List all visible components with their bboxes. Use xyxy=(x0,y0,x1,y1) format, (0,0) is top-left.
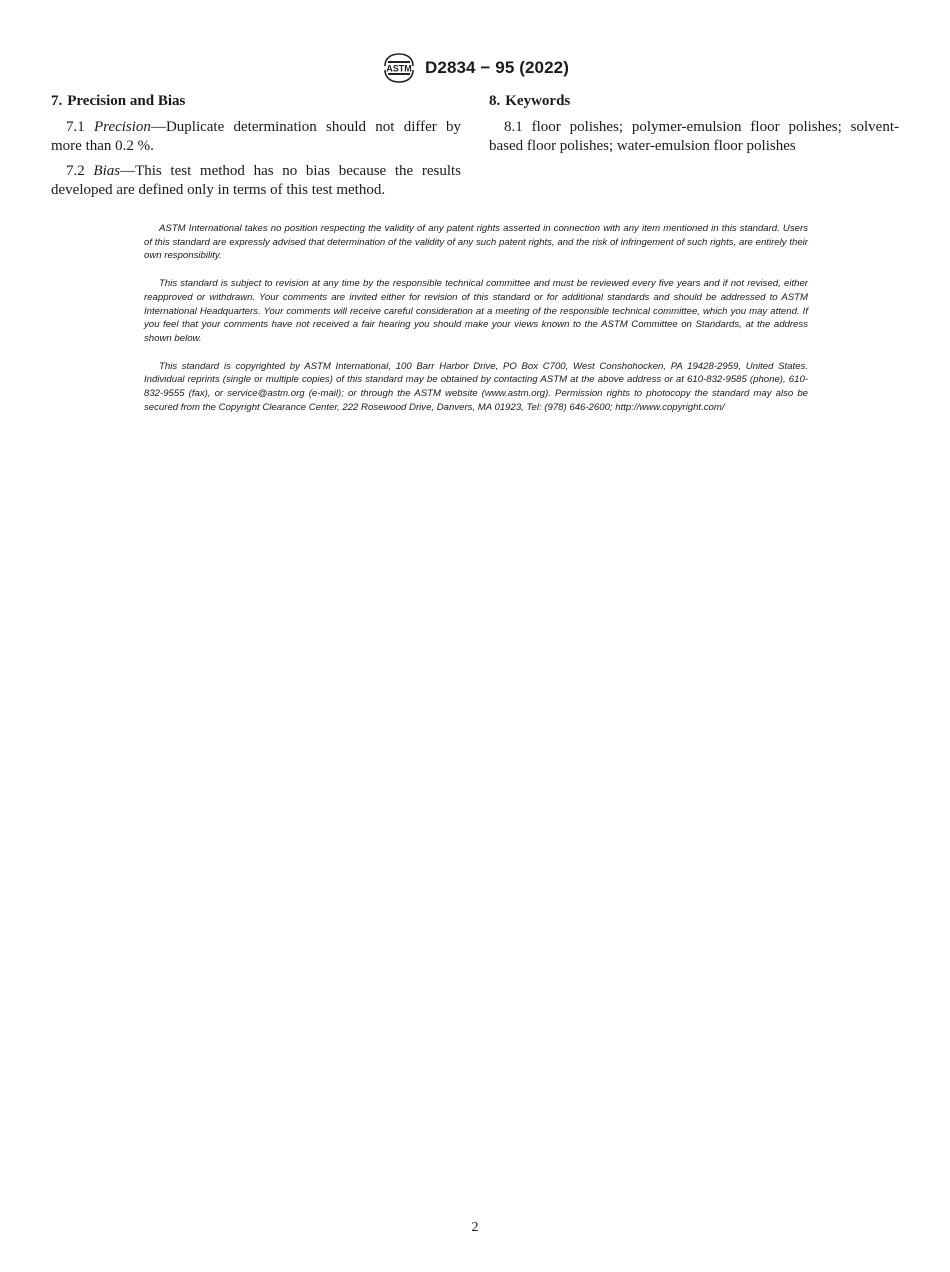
paragraph-number: 7.1 xyxy=(66,119,85,135)
paragraph-8-1 xyxy=(489,118,899,156)
section-number: 8. xyxy=(489,93,501,109)
paragraph-7-1 xyxy=(51,118,461,156)
paragraph-number: 8.1 xyxy=(504,119,523,135)
section-heading-keywords xyxy=(489,92,899,111)
patent-notice: ASTM International takes no position respecting the validity of any patent rights asserted in connection with any item mentioned in this standard. Users of this standard are expressly advised that determination of the validity of any such patent rights, and the risk of infringement of such rights, are entirely their own responsibility. xyxy=(144,223,808,262)
paragraph-text: floor polishes; polymer-emulsion floor polishes; solvent-based floor polishes; water-emulsion floor polishes xyxy=(489,119,899,154)
section-number: 7. xyxy=(51,93,63,109)
paragraph-term: Precision xyxy=(94,119,151,135)
left-column xyxy=(51,92,461,206)
paragraph-text: —Duplicate determination should not differ by more than 0.2 %. xyxy=(51,119,462,154)
legal-notices xyxy=(144,222,808,428)
astm-logo-icon xyxy=(381,52,417,84)
paragraph-text: —This test method has no bias because the results developed are defined only in terms of this test method. xyxy=(51,163,462,198)
section-heading-precision xyxy=(51,92,461,111)
right-column xyxy=(489,92,899,162)
svg-text:ASTM: ASTM xyxy=(386,63,412,74)
section-title: Precision and Bias xyxy=(67,93,186,109)
paragraph-7-2 xyxy=(51,162,461,200)
page-header xyxy=(0,52,950,89)
section-title: Keywords xyxy=(505,93,571,109)
paragraph-term: Bias xyxy=(93,163,121,179)
revision-notice: This standard is subject to revision at any time by the responsible technical committee and must be reviewed every five years and if not revised, either reapproved or withdrawn. Your comments are invited either for revision of this standard or for additional standards and should be addressed to ASTM International Headquarters. Your comments will receive careful consideration at a meeting of the responsible technical committee, which you may attend. If you feel that your comments have not received a fair hearing you should make your views known to the ASTM Committee on Standards, at the address shown below. xyxy=(144,278,808,344)
page-number: 2 xyxy=(471,1220,479,1235)
standard-designation: D2834 − 95 (2022) xyxy=(425,58,569,77)
copyright-notice: This standard is copyrighted by ASTM International, 100 Barr Harbor Drive, PO Box C700, West Conshohocken, PA 19428-2959, United States. Individual reprints (single or multiple copies) of this standard may be obtained by contacting ASTM at the above address or at 610-832-9585 (phone), 610-832-9555 (fax), or service@astm.org (e-mail); or through the ASTM website (www.astm.org). Permission rights to photocopy the standard may also be secured from the Copyright Clearance Center, 222 Rosewood Drive, Danvers, MA 01923, Tel: (978) 646-2600; http://www.copyright.com/ xyxy=(144,360,808,413)
paragraph-number: 7.2 xyxy=(66,163,85,179)
